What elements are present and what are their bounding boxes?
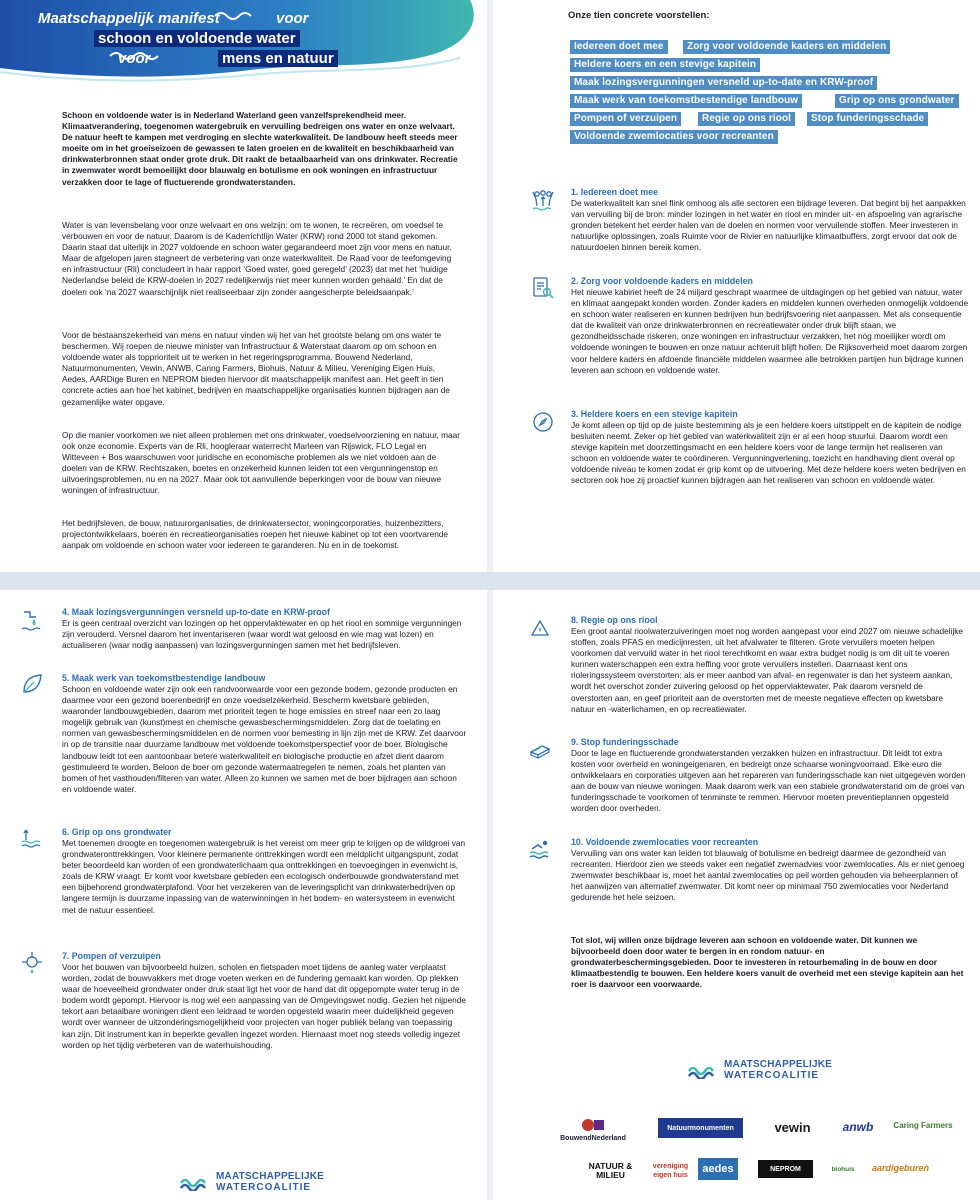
- proposal-item-10: [571, 836, 966, 903]
- partner-logo-natuur-milieu: NATUUR & MILIEU: [588, 1161, 633, 1180]
- proposal-text-2: Het nieuwe kabinet heeft de 24 miljard geschrapt waarmee de uitdagingen op het gebied van natuur, water en klimaat aangepakt konden worden. Zonder kaders en middelen kunnen overheden onmogelijk voldoende en schoon water realiseren en kunnen bedrijven hun bedrijfsvoering niet aanpassen. Met als consequentie dat de kwaliteit van onze drinkwaterbronnen en recreatiewater onder druk blijft staan, we gezondheidsschade riskeren, onze woningen en infrastructuur verzakken, het nóg moeilijker wordt om voldoende woningen te bouwen en onze natuur achteruit blijft hollen. De Rijksoverheid moet daarom zorgen voor heldere kaders en afdoende financiële middelen waarmee alle betrokken partijen hun bijdrage kunnen leveren aan schoon en voldoende water.: [571, 287, 969, 375]
- page-3: [0, 590, 487, 1200]
- proposal-title-8: 8. Regie op ons riool: [571, 615, 658, 625]
- proposal-text-6: Met toenemen droogte en toegenomen watergebruik is het vereist om meer grip te krijgen op de wildgroei van grondwateronttrekkingen. Voor kleinere permanente onttrekkingen wordt een meldplicht uitgangspunt, zodat beter beoordeeld kan worden of een grondwaterlichaam qua onttrekkingen en toevoegingen in evenwicht is, zoals de KRW vraagt. Er komt voor kwetsbare gebieden een ecologisch onderbouwde grondwaterstand met een bijbehorend grondwaterplafond. Voor het verzekeren van de leveringsplicht van drinkwaterbedrijven op langere termijn is duurzame inpassing van de waterwinningen in het bodem- en watersysteem in evenwicht met de natuur essentieel.: [62, 838, 466, 915]
- proposals-heading: Onze tien concrete voorstellen:: [568, 10, 710, 21]
- proposal-text-9: Door te lage en fluctuerende grondwaterstanden verzakken huizen en infrastructuur. Dit leidt tot extra kosten voor overheid en woningeigenaren, en bedreigt onze schaarse woningvoorraad. Elke euro die ontwikkelaars en corporaties uitgeven aan het repareren van funderingsschade kan niet uitgegeven worden aan de bouw van nieuwe woningen. Maak daarom werk van een stabiele grondwaterstand om de groei van funderingsschade te voorkomen of tenminste te remmen. Hiervoor moeten preventieplannen opgesteld worden door overheden.: [571, 748, 966, 814]
- paragraph-4: Het bedrijfsleven, de bouw, natuurorganisaties, de drinkwatersector, woningcorporaties, huizenbezitters, projectontwikkelaars, boeren en recreatieorganisaties roepen het nieuwe kabinet op tot een voortvarende aanpak om voldoende en schoon water voor iedereen te garanderen. Nu en in de toekomst.: [62, 518, 449, 551]
- partner-logo-bouwendnederland: BouwendNederland: [553, 1112, 633, 1146]
- swimmer-icon: [528, 836, 552, 860]
- people-cheering-icon: [531, 188, 555, 212]
- proposal-text-7: Voor het bouwen van bijvoorbeeld huizen, scholen en fietspaden moet tijdens de aanleg water verplaatst worden, zodat de bouwvakkers met droge voeten werken en de fundering gemaakt kan worden. Op plekken waar de hoeveelheid grondwater onder druk staat ligt het voor de hand dat dit opgepompte water terug in de bodem wordt gepompt. Hiervoor is nog wel een aanpassing van de Omgevingswet nodig. Gezien het nijpende tekort aan betaalbare woningen dient een leidraad te worden opgesteld waarin meer duidelijkheid gegeven wordt over wanneer de uitzonderingsmogelijkheid voor projecten van hoger publiek belang van toepassing kan zijn. Dit instrument kan in beperkte gevallen ingezet worden. Hiernaast moet nog steeds volledig ingezet worden op het tijdig verbeteren van de waterhuishouding.: [62, 962, 467, 1050]
- pump-icon: [20, 950, 44, 974]
- partner-logo-vewin: vewin: [774, 1119, 811, 1135]
- banner-line2: schoon en voldoende water: [94, 30, 300, 47]
- coalition-logo: [180, 1172, 324, 1193]
- paragraph-3: Op die manier voorkomen we niet alleen problemen met ons drinkwater, voedselvoorziening en natuur, maar ook onze economie. Experts van de Rli, hoogleraar waterrecht Marleen van Rijswick, FLO Legal en Witteveen + Bos waarschuwen voor juridische en economische problemen als we niet voldoen aan de doelen van de KRW. Rechtszaken, boetes en onzekerheid kunnen leiden tot een vergunningenstop en uitvoeringsproblemen, nu en na 2027. Maar ook tot aanvullende beperkingen voor de bouw van nieuwe woningen of infrastructuur.: [62, 430, 461, 496]
- partner-logo-anwb: anwb: [842, 1119, 874, 1134]
- foundation-icon: [528, 736, 552, 760]
- partner-logo-natuurmonumenten: Natuurmonumenten: [658, 1118, 743, 1138]
- paragraph-1: Water is van levensbelang voor onze welvaart en ons welzijn: om te wonen, te recreëren, om voedsel te verbouwen en voor de natuur. Daarom is de Kaderrichtlijn Water (KRW) rond 2000 tot stand gekomen. Daarin staat dat uiterlijk in 2027 voldoende en schoon water gegarandeerd moet zijn voor mens en natuur. Maar de afgelopen jaren stagneert de verbetering van onze waterkwaliteit. De Raad voor de leefomgeving en infrastructuur (Rli) concludeert in haar rapport ‘Goed water, goed geregeld’ (2023) dat met het ‘huidige Nederlandse beleid de KRW-doelen in 2027 redelijkerwijs niet meer kunnen worden gehaald.’ En dat de doelen ook ‘na 2027 waarschijnlijk niet realiseerbaar zijn zonder aangescherpte beleidsaanpak.’: [62, 220, 452, 297]
- coalition-wave-icon: [688, 1063, 718, 1079]
- partner-logo-vereniging-eigen-huis: vereniging eigen huis: [652, 1163, 689, 1179]
- coalition-logo-line2: WATERCOALITIE: [724, 1070, 820, 1081]
- proposal-item-2: [571, 275, 971, 376]
- header-banner: [0, 0, 487, 84]
- proposal-text-4: Er is geen centraal overzicht van lozingen op het oppervlaktewater en op het riool en sommige vergunningen zijn verouderd. Versnel daarom het inventariseren (waar wordt wat geloosd en wie mag wat lozen) en actualiseren (waar nodig aanpassen) van lozingsvergunningen samen met het bedrijfsleven.: [62, 618, 462, 651]
- proposal-text-1: De waterkwaliteit kan snel flink omhoog als alle sectoren een bijdrage leveren. Dat begint bij het aanpakken van vervuiling bij de bron: minder lozingen in het water en riool en minder uit- en afspoeling van agrarische gronden betekent het eerder halen van de doelen en normen voor vervuilende stoffen. Meer investeren in natuurlijke oplossingen, zoals Ruimte voor de Rivier en natuurlijke klimaatbuffers, zorgt ervoor dat ook de natuurdoelen binnen bereik komen.: [571, 198, 966, 253]
- proposal-item-9: [571, 736, 966, 815]
- proposal-text-8: Een groot aantal rioolwaterzuiveringen moet nog worden aangepast voor eind 2027 om nieuwe schadelijke stoffen, zoals PFAS en medicijnresten, uit het afvalwater te filteren. Grote vervuilers moeten helpen voorkomen dat vervuild water in het riool terechtkomt en waar extra budget nodig is om dit uit te voeren kunnen waterschappen een extra heffing voor grote vervuilers instellen. Daarnaast kent ons rioleringssysteem overstorten: als er meer aanbod van afval- en regenwater is dan het systeem aankan, wordt het overschot zonder zuivering geloosd op het oppervlaktewater. Pak daarom versneld de overstorten aan, en geef prioriteit aan de overstorten met de meeste negatieve effecten op kwetsbare natuur en -waterlichamen, en op recreatiewater.: [571, 626, 964, 714]
- tag-8: Regie op ons riool: [698, 112, 795, 126]
- proposal-title-9: 9. Stop funderingsschade: [571, 737, 679, 747]
- bouwend-nederland-mark-icon: [578, 1116, 608, 1134]
- proposal-title-5: 5. Maak werk van toekomstbestendige landbouw: [62, 673, 266, 683]
- tag-3: Heldere koers en een stevige kapitein: [570, 58, 760, 72]
- coalition-logo-line2: WATERCOALITIE: [216, 1182, 312, 1193]
- intro-paragraph: Schoon en voldoende water is in Nederland Waterland geen vanzelfsprekendheid meer. Klimaatverandering, toegenomen watergebruik en vervuiling bedreigen ons water en onze welvaart. De natuur heeft te kampen met verdroging en slechte waterkwaliteit. De landbouw heeft steeds meer moeite om in het groeiseizoen de gewassen te laten groeien en de kwaliteit en beschikbaarheid van drinkwaterbronnen staat onder grote druk. Dit raakt de betaalbaarheid van ons drinkwater. Recreatie in zwemwater wordt bemoeilijkt door blauwalg en botulisme en ook woningen en infrastructuur verzakken door te lage of fluctuerende grondwaterstanden.: [62, 110, 458, 187]
- coalition-logo-line1: MAATSCHAPPELIJKE: [724, 1059, 833, 1070]
- proposal-title-4: 4. Maak lozingsvergunningen versneld up-to-date en KRW-proof: [62, 607, 330, 617]
- document-search-icon: [531, 276, 555, 300]
- tag-2: Zorg voor voldoende kaders en middelen: [683, 40, 890, 54]
- banner-line3-b: mens en natuur: [218, 50, 338, 67]
- closing-paragraph: Tot slot, wij willen onze bijdrage leveren aan schoon en voldoende water. Dit kunnen we bijvoorbeeld doen door water te bergen in en rondom natuur- en grondwaterbeschermingsgebieden. Door te investeren in retourbemaling in de bouw en door klimaatbestendig te bouwen. Een heldere koers vanuit de overheid met een stevige kapitein aan het roer is daarvoor een voorwaarde.: [571, 935, 964, 990]
- proposal-text-3: Je komt alleen op tijd op de juiste bestemming als je een heldere koers uitstippelt en de kapitein de nodige besluiten neemt. Zeker op het gebied van waterkwaliteit zijn er al een hoop stuurlui. Daarom wordt een stevige kapitein met doorzettingsmacht en een heldere koers voor de lange termijn het realiseren van schoon en voldoende water te coördineren. Vergunningverlening, toezicht en handhaving dient overal op voldoende niveau te komen zodat er grip komt op de uitvoering. Met deze heldere koers weten bedrijven en sectoren ook hoe zij proactief kunnen bijdragen aan het realiseren van schoon en voldoende water.: [571, 420, 966, 486]
- pipe-discharge-icon: [20, 608, 44, 632]
- proposal-title-1: 1. Iedereen doet mee: [571, 187, 659, 197]
- proposal-title-7: 7. Pompen of verzuipen: [62, 951, 161, 961]
- paragraph-2: Voor de bestaanszekerheid van mens en natuur vinden wij het van het grootste belang om ons water te beschermen. Wij roepen de nieuwe minister van Infrastructuur & Waterstaat daarom op om schoon en voldoende water als topprioriteit uit te werken in het regeringsprogramma. Bouwend Nederland, Natuurmonumenten, Vewin, ANWB, Caring Farmers, Biohuis, Natuur & Milieu, Vereniging Eigen Huis, Aedes, AARDige Buren en NEPROM bieden hiervoor dit maatschappelijk manifest aan. Het geeft in tien concrete acties aan hoe het kabinet, bedrijven en maatschappelijke organisaties kunnen bijdragen aan de gezamenlijke water opgave.: [62, 330, 450, 407]
- compass-icon: [531, 410, 555, 434]
- proposal-item-3: [571, 408, 971, 487]
- coalition-logo-2: [688, 1060, 832, 1081]
- coalition-logo-line1: MAATSCHAPPELIJKE: [216, 1171, 325, 1182]
- proposal-text-10: Vervuiling van ons water kan leiden tot blauwalg of botulisme en bedreigt daarmee de gezondheid van recreanten. Hierdoor zien we steeds vaker een negatief zwemadvies voor zwemlocaties. Als er niet genoeg zwemwater beschikbaar is, moet het aantal zwemlocaties op peil worden gehouden via beheerplannen of het aanwijzen van alternatief zwemwater. Dit komt neer op minimaal 750 zwemlocaties voor Nederland gedurende het hele seizoen.: [571, 848, 965, 903]
- partner-logo-biohuis: biohuis: [831, 1165, 855, 1173]
- proposal-item-8: [571, 614, 966, 715]
- page-2: [493, 0, 980, 572]
- proposal-text-5: Schoon en voldoende water zijn ook een randvoorwaarde voor een gezonde bodem, gezonde producten en daarmee voor een gezond boerenbedrijf en onze voedselzekerheid. Bescherm kwetsbare gebieden, waaronder landbouwgebieden, daarom met prioriteit tegen te hoge emissies en streef naar een zo laag mogelijk gebruik van (kunst)mest en chemische gewasbeschermingsmiddelen. Zorg dat de toelating en normen van gewasbeschermingsmiddelen en de normen voor bemesting in lijn zijn met de KRW. Zet daarvoor in op de transitie naar duurzame landbouw met voldoende toekomstperspectief voor de boer. Biologische landbouw leidt tot een aantoonbaar betere waterkwaliteit en biologische productie en afzet dient daarom gestimuleerd te worden. Beloon de boer om gezonde watermaatregelen te nemen, zoals het planten van bomen of het vasthouden/filteren van water. Alleen zo kunnen we samen met de boer bijdragen aan schoon en voldoende water.: [62, 684, 467, 794]
- groundwater-icon: [20, 826, 44, 850]
- banner-line3-a: voor: [118, 50, 151, 67]
- proposal-title-6: 6. Grip op ons grondwater: [62, 827, 172, 837]
- spread-divider: [0, 572, 980, 590]
- tag-4: Maak lozingsvergunningen versneld up-to-date en KRW-proof: [570, 76, 877, 90]
- tag-10: Voldoende zwemlocaties voor recreanten: [570, 130, 778, 144]
- proposal-item-6: [62, 826, 467, 916]
- proposal-item-1: [571, 186, 971, 253]
- tag-6: Grip op ons grondwater: [835, 94, 959, 108]
- partner-logo-aedes: aedes: [698, 1158, 738, 1180]
- partner-logo-neprom: NEPROM: [758, 1160, 813, 1178]
- coalition-wave-icon: [180, 1175, 210, 1191]
- tag-5: Maak werk van toekomstbestendige landbouw: [570, 94, 802, 108]
- partner-logo-caring-farmers: Caring Farmers: [893, 1120, 953, 1130]
- proposal-item-7: [62, 950, 467, 1051]
- tag-7: Pompen of verzuipen: [570, 112, 681, 126]
- partner-logo-aardige-buren: aardigebureǹ: [871, 1162, 929, 1173]
- leaf-icon: [20, 672, 44, 696]
- page-1: [0, 0, 487, 572]
- proposal-title-3: 3. Heldere koers en een stevige kapitein: [571, 409, 738, 419]
- proposal-item-4: [62, 606, 467, 651]
- proposal-item-5: [62, 672, 467, 795]
- tag-1: Iedereen doet mee: [570, 40, 668, 54]
- banner-line1-a: Maatschappelijk manifest: [38, 10, 220, 27]
- tag-9: Stop funderingsschade: [807, 112, 928, 126]
- page-4: [493, 590, 980, 1200]
- recycle-drop-icon: [528, 618, 552, 642]
- proposal-title-10: 10. Voldoende zwemlocaties voor recreanten: [571, 837, 759, 847]
- banner-line1-b: voor: [276, 10, 309, 27]
- proposal-title-2: 2. Zorg voor voldoende kaders en middelen: [571, 276, 753, 286]
